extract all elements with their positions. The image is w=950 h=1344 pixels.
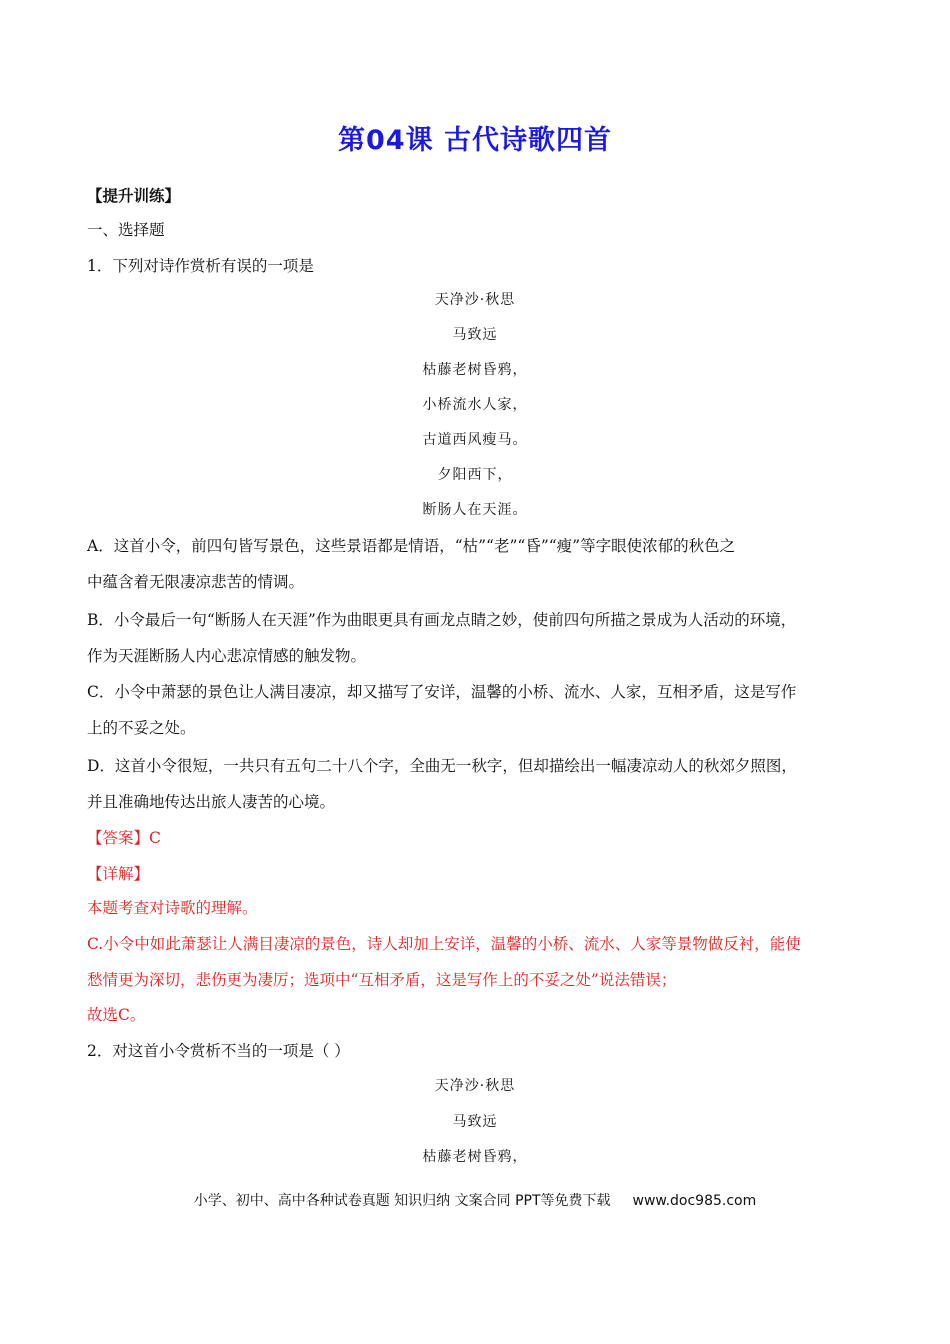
detail-text: C.小令中如此萧瑟让人满目凄凉的景色，诗人却加上安详，温馨的小桥、流水、人家等景物做反衬，能使 [87,935,801,953]
poem-1-title: 天净沙·秋思 [434,292,516,308]
detail-text: 愁情更为深切，悲伤更为凄厉；选项中“互相矛盾，这是写作上的不妥之处”说法错误； [87,971,677,989]
option-d-line-2: 并且准确地传达出旅人凄苦的心境。 [87,793,336,811]
poem-2-line: 枯藤老树昏鸦， [422,1149,528,1165]
footer-text: 小学、初中、高中各种试卷真题 知识归纳 文案合同 PPT等免费下载 [193,1193,611,1209]
question-1-stem: 1．下列对诗作赏析有误的一项是 [87,257,314,275]
poem-1-line: 枯藤老树昏鸦， [422,362,528,378]
poem-1-line: 夕阳西下， [437,467,513,483]
page-title: 第04课 古代诗歌四首 [338,125,612,156]
section-type: 一、选择题 [87,221,165,239]
poem-1-line: 断肠人在天涯。 [422,502,528,518]
poem-1-author: 马致远 [452,327,498,343]
detail-text: 故选C。 [87,1006,146,1024]
detail-text: 本题考查对诗歌的理解。 [87,899,258,917]
detail-label: 【详解】 [87,865,150,883]
footer-site-link[interactable]: www.doc985.com [632,1193,757,1209]
option-b-line-1: B．小令最后一句“断肠人在天涯”作为曲眼更具有画龙点睛之妙，使前四句所描之景成为人活动的环境， [87,611,797,629]
section-label: 【提升训练】 [87,186,181,205]
option-a-line-2: 中蕴含着无限凄凉悲苦的情调。 [87,573,305,591]
poem-2-author: 马致远 [452,1114,498,1130]
question-2-stem: 2．对这首小令赏析不当的一项是（ ） [87,1042,350,1060]
poem-1-line: 古道西风瘦马。 [422,432,528,448]
option-b-line-2: 作为天涯断肠人内心悲凉情感的触发物。 [87,647,367,665]
footer [0,1190,950,1210]
option-d-line-1: D．这首小令很短，一共只有五句二十八个字，全曲无一秋字，但却描绘出一幅凄凉动人的秋郊夕照图， [87,757,797,775]
poem-2-title: 天净沙·秋思 [434,1078,516,1094]
answer-label: 【答案】C [87,829,161,847]
option-a-line-1: A．这首小令，前四句皆写景色，这些景语都是情语，“枯”“老”“昏”“瘦”等字眼使浓郁的秋色之 [87,537,736,555]
option-c-line-2: 上的不妥之处。 [87,719,196,737]
poem-1-line: 小桥流水人家， [422,397,528,413]
option-c-line-1: C．小令中萧瑟的景色让人满目凄凉，却又描写了安详，温馨的小桥、流水、人家，互相矛盾，这是写作 [87,683,797,701]
